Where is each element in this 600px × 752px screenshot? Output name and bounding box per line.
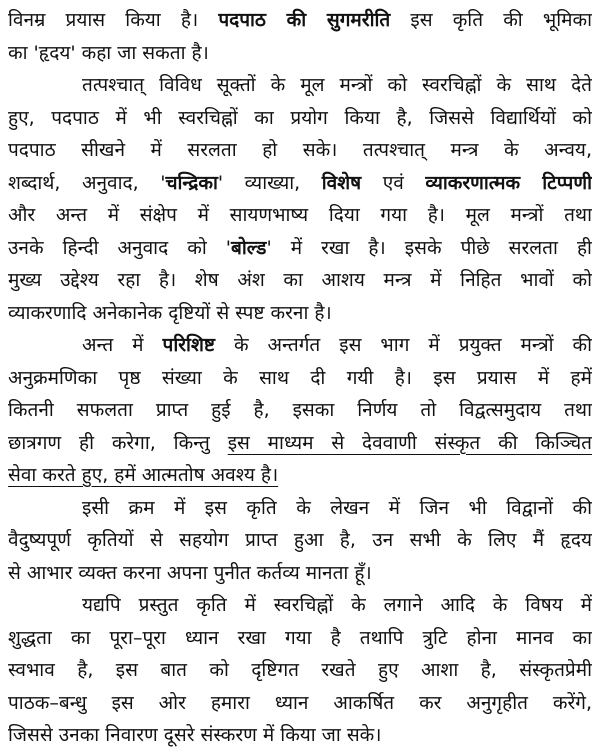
text-line bbox=[8, 199, 592, 232]
paragraph-2 bbox=[8, 69, 592, 329]
text-run: वैदुष्यपूर्ण कृतियों से सहयोग प्राप्त हुआ है, उन सभी के लिए मैं हृदय bbox=[8, 529, 592, 551]
text-line bbox=[8, 102, 592, 135]
text-line bbox=[8, 167, 592, 200]
text-run: एवं bbox=[361, 171, 426, 194]
text-run: शुद्धता का पूरा–पूरा ध्यान रखा गया है तथापि त्रुटि होना मानव का bbox=[8, 626, 592, 649]
text-run: अन्त में bbox=[82, 334, 163, 356]
text-line bbox=[8, 394, 592, 427]
text-run: जिससे उनका निवारण दूसरे संस्करण में किया जा सके। bbox=[8, 724, 382, 746]
text-run: इसी क्रम में इस कृति के लेखन में जिन भी विद्वानों की bbox=[82, 496, 592, 519]
document-page bbox=[8, 4, 592, 752]
text-line bbox=[8, 557, 592, 590]
text-line bbox=[8, 459, 592, 492]
text-run: अनुक्रमणिका पृष्ठ संख्या के साथ दी गयी है। इस प्रयास में हमें bbox=[8, 366, 592, 389]
text-line bbox=[8, 69, 592, 102]
text-run: यद्यपि प्रस्तुत कृति में स्वरचिह्नों के लगाने आदि के विषय में bbox=[82, 594, 592, 616]
underlined-text: सेवा करते हुए, हमें आत्मतोष अवश्य है। bbox=[8, 464, 279, 486]
text-line bbox=[8, 524, 592, 557]
text-line bbox=[8, 654, 592, 687]
text-line bbox=[8, 362, 592, 395]
text-line bbox=[8, 264, 592, 297]
paragraph-4 bbox=[8, 492, 592, 590]
text-line bbox=[8, 37, 592, 70]
text-line bbox=[8, 719, 592, 752]
text-line bbox=[8, 232, 592, 265]
text-line bbox=[8, 622, 592, 655]
text-line bbox=[8, 297, 592, 330]
text-run: पदपाठ सीखने में सरलता हो सके। तत्पश्चात् मन्त्र के अन्वय, bbox=[8, 139, 592, 161]
text-run: छात्रगण ही करेगा, किन्तु bbox=[8, 431, 228, 454]
text-run: स्वभाव है, इस बात को दृष्टिगत रखते हुए आशा है, संस्कृतप्रेमी bbox=[8, 659, 592, 681]
text-run: शब्दार्थ, अनुवाद, ' bbox=[8, 171, 166, 194]
text-run: के अन्तर्गत इस भाग में प्रयुक्त मन्त्रों की bbox=[214, 334, 592, 356]
text-run: और अन्त में संक्षेप में सायणभाष्य दिया गया है। मूल मन्त्रों तथा bbox=[8, 204, 592, 226]
text-run: का 'हृदय' कहा जा सकता है। bbox=[8, 41, 209, 64]
text-line bbox=[8, 687, 592, 720]
paragraph-1 bbox=[8, 4, 592, 69]
bold-text: विशेष bbox=[321, 171, 362, 194]
text-run: कितनी सफलता प्राप्त हुई है, इसका निर्णय तो विद्वत्समुदाय तथा bbox=[8, 399, 592, 421]
bold-text: परिशिष्ट bbox=[162, 334, 215, 356]
paragraph-3 bbox=[8, 329, 592, 492]
text-run: ' में रखा है। इसके पीछे सरलता ही bbox=[266, 236, 592, 259]
text-line bbox=[8, 427, 592, 460]
text-run: तत्पश्चात् विविध सूक्तों के मूल मन्त्रों को स्वरचिह्नों के साथ देते bbox=[82, 74, 592, 96]
underlined-text: इस माध्यम से देववाणी संस्कृत की किञ्चित bbox=[227, 431, 592, 454]
bold-text: बोल्ड bbox=[231, 236, 267, 259]
text-run: ' व्याख्या, bbox=[217, 171, 322, 194]
bold-text: व्याकरणात्मक टिप्पणी bbox=[425, 171, 592, 194]
text-line bbox=[8, 4, 592, 37]
paragraph-5 bbox=[8, 589, 592, 752]
bold-text: चन्द्रिका bbox=[165, 171, 218, 194]
text-run: मुख्य उद्देश्य रहा है। शेष अंश का आशय मन्त्र में निहित भावों को bbox=[8, 269, 592, 291]
text-run: उनके हिन्दी अनुवाद को ' bbox=[8, 236, 232, 259]
text-run: हुए, पदपाठ में भी स्वरचिह्नों का प्रयोग किया है, जिससे विद्यार्थियों को bbox=[8, 106, 592, 129]
text-run: विनम्र प्रयास किया है। bbox=[8, 9, 219, 31]
text-run: से आभार व्यक्त करना अपना पुनीत कर्तव्य मानता हूँ। bbox=[8, 561, 372, 584]
text-line bbox=[8, 492, 592, 525]
text-line bbox=[8, 134, 592, 167]
text-run: पाठक–बन्धु इस ओर हमारा ध्यान आकर्षित कर अनुगृहीत करेंगे, bbox=[8, 691, 592, 714]
text-run: व्याकरणादि अनेकानेक दृष्टियों से स्पष्ट करना है। bbox=[8, 301, 332, 324]
text-line bbox=[8, 589, 592, 622]
text-line bbox=[8, 329, 592, 362]
bold-text: पदपाठ की सुगमरीति bbox=[218, 9, 391, 31]
text-run: इस कृति की भूमिका bbox=[390, 9, 592, 31]
